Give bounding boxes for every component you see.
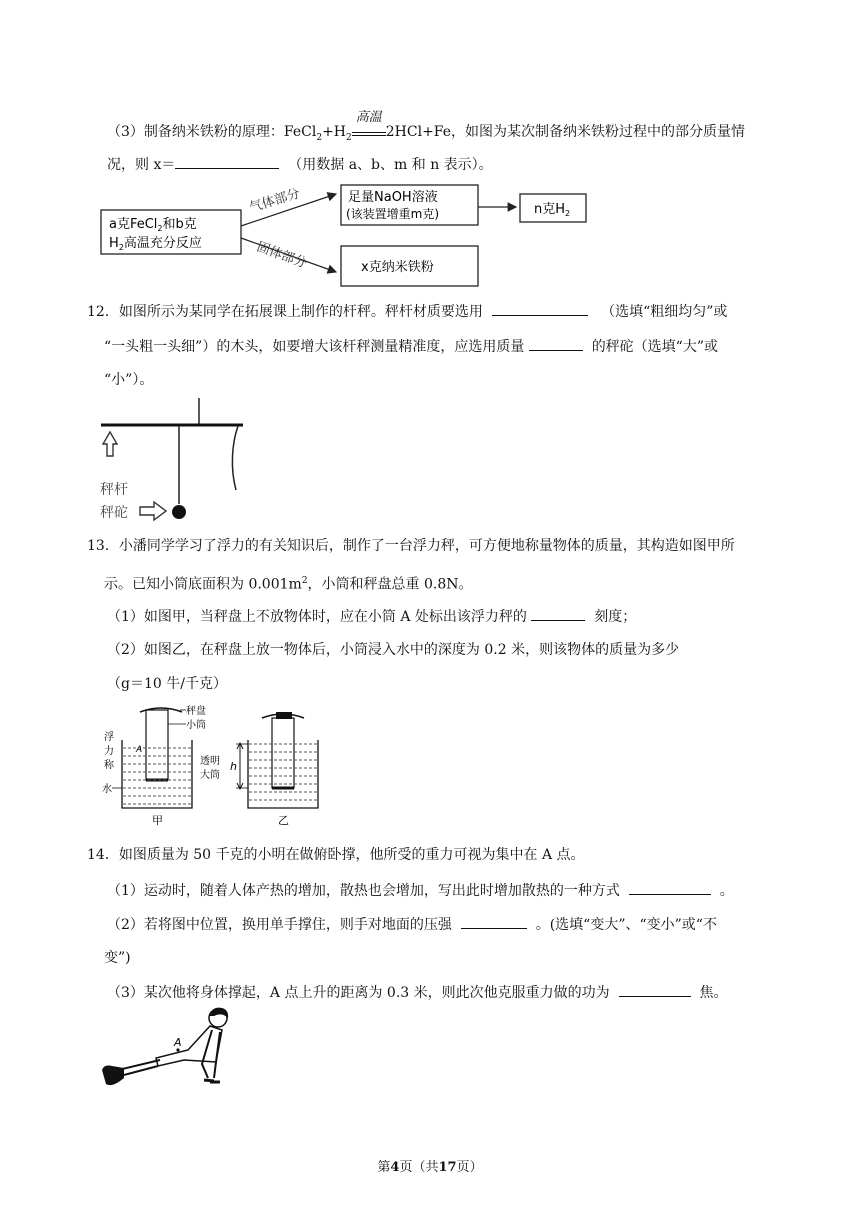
total-pages: 17 <box>438 1160 457 1175</box>
solid-label: 固体部分 <box>254 239 309 272</box>
answer-blank-work[interactable] <box>619 982 691 997</box>
sub-2: 2 <box>316 132 323 143</box>
q13-p2-line2 <box>107 674 227 694</box>
pushup-figure <box>98 1004 248 1096</box>
label-scale-1: 浮 <box>104 732 114 743</box>
equals-sign <box>352 132 386 136</box>
small-tube-jia <box>146 710 168 780</box>
gas-label: 气体部分 <box>247 186 302 216</box>
label-scale-3: 称 <box>104 760 114 771</box>
weight-label: 秤砣 <box>100 505 128 521</box>
label-scale-2: 力 <box>104 746 114 757</box>
condition-high-temp: 高温 <box>355 110 382 125</box>
q14-line1 <box>87 845 585 865</box>
q14-p1 <box>107 880 734 901</box>
start-box-line2: $H_2$高温充分反应 <box>109 236 202 252</box>
q11-text-c: 2HCl+Fe，如图为某次制备纳米铁粉过程中的部分质量情 <box>385 124 746 140</box>
label-pan: 秤盘 <box>186 706 206 717</box>
footer-mid: 页（共 <box>399 1160 439 1175</box>
footer-post: 页） <box>456 1160 483 1175</box>
iron-box-text: x克纳米铁粉 <box>361 260 434 275</box>
figure-yi <box>230 712 318 827</box>
q14-text-g: （3）某次他将身体撑起，A 点上升的距离为 0.3 米，则此次他克服重力做的功为 <box>107 985 610 1001</box>
buoyancy-scale-figure <box>100 700 340 830</box>
label-small-tube: 小筒 <box>186 720 206 731</box>
q14-text-c: 。 <box>719 883 734 899</box>
reaction-condition <box>352 110 386 136</box>
q12-line2 <box>104 336 718 357</box>
h2-box-text: n克$H_2$ <box>534 202 571 218</box>
q11-p3-line1 <box>107 110 746 148</box>
big-tube-yi <box>248 740 318 808</box>
label-jia: 甲 <box>152 814 163 827</box>
naoh-line2: (该装置增重m克) <box>346 207 440 221</box>
q14-text-f: 变”) <box>104 950 131 966</box>
q11-text-e: （用数据 a、b、m 和 n 表示）。 <box>288 157 493 173</box>
q13-text-b: 示。已知小筒底面积为 0.001m <box>104 576 302 593</box>
answer-blank-x[interactable] <box>175 154 279 169</box>
q13-line2 <box>104 571 473 595</box>
q13-p1 <box>107 606 636 627</box>
label-big-tube: 大筒 <box>200 770 220 781</box>
label-water: 水 <box>102 784 112 795</box>
big-tube-jia <box>122 740 192 808</box>
q12-text-b: （选填“粗细均匀”或 <box>601 304 728 320</box>
q14-text-a: 14．如图质量为 50 千克的小明在做俯卧撑，他所受的重力可视为集中在 A 点。 <box>87 847 585 863</box>
label-yi: 乙 <box>278 814 289 827</box>
rod-label: 秤杆 <box>100 482 128 498</box>
label-transparent: 透明 <box>200 756 220 767</box>
shoes <box>102 1066 124 1086</box>
q13-p2-line1 <box>107 640 679 660</box>
q11-text-d: 况，则 x＝ <box>107 157 176 173</box>
answer-blank-scale[interactable] <box>531 606 585 621</box>
answer-blank-heat[interactable] <box>629 880 711 895</box>
q14-p3 <box>107 982 727 1003</box>
start-box-line1: a克FeCl$_2$和b克 <box>109 217 197 233</box>
weight-ball <box>172 505 186 519</box>
up-arrow-icon <box>103 432 117 456</box>
naoh-line1: 足量NaOH溶液 <box>348 190 438 205</box>
q14-p2-line2 <box>104 948 131 968</box>
page-number: 4 <box>390 1160 400 1175</box>
hook <box>232 426 238 490</box>
figure-jia <box>102 704 220 827</box>
label-h: h <box>230 760 237 773</box>
q14-p2 <box>107 914 717 935</box>
q11-p3-line2 <box>107 154 493 175</box>
q12-line1 <box>87 301 727 322</box>
label-point-a: A <box>174 1036 182 1049</box>
answer-blank-pressure[interactable] <box>461 914 527 929</box>
q13-text-f: （2）如图乙，在秤盘上放一物体后，小筒浸入水中的深度为 0.2 米，则该物体的质量为多少 <box>107 642 680 658</box>
steelyard-figure <box>96 398 256 522</box>
q12-line3 <box>104 370 153 390</box>
answer-blank-weight[interactable] <box>529 336 583 351</box>
small-tube-yi <box>272 718 294 788</box>
sub-2: 2 <box>346 132 352 143</box>
label-point-a: A <box>136 745 143 755</box>
q13-text-a: 13．小潘同学学习了浮力的有关知识后，制作了一台浮力秤，可方便地称量物体的质量，其构造如图甲所 <box>87 538 735 554</box>
q11-text-a: （3）制备纳米铁粉的原理：FeCl <box>107 124 317 140</box>
q14-text-e: 。(选填“变大”、“变小”或“不 <box>535 917 717 933</box>
water-lines-yi <box>249 744 317 800</box>
water-lines-jia <box>123 748 191 804</box>
superscript-2: 2 <box>301 576 308 586</box>
q14-text-b: （1）运动时，随着人体产热的增加，散热也会增加，写出此时增加散热的一种方式 <box>107 883 620 899</box>
q12-text-a: 12．如图所示为某同学在拓展课上制作的杆秤。秤杆材质要选用 <box>87 304 483 320</box>
q13-line1 <box>87 536 735 556</box>
q13-text-d: （1）如图甲，当秤盘上不放物体时，应在小筒 A 处标出该浮力秤的 <box>107 609 527 625</box>
answer-blank-material[interactable] <box>492 301 588 316</box>
q12-text-c: “一头粗一头细”）的木头，如要增大该杆秤测量精准度，应选用质量 <box>104 339 525 355</box>
q12-text-d: 的秤砣（选填“大”或 <box>591 339 719 355</box>
legs <box>118 1060 160 1076</box>
q12-text-e: “小”）。 <box>104 372 154 388</box>
q13-text-e: 刻度； <box>594 609 637 625</box>
flow-diagram <box>96 180 596 292</box>
hands <box>204 1080 220 1082</box>
q14-text-d: （2）若将图中位置，换用单手撑住，则手对地面的压强 <box>107 917 452 933</box>
footer-pre: 第 <box>377 1160 391 1175</box>
page-footer <box>0 1156 860 1175</box>
q11-text-b: +H <box>322 124 347 140</box>
q13-text-c: ，小筒和秤盘总重 0.8N。 <box>307 576 473 593</box>
q14-text-h: 焦。 <box>699 985 728 1001</box>
q13-text-g: （g＝10 牛/千克） <box>107 676 227 692</box>
right-arrow-icon <box>140 502 166 520</box>
